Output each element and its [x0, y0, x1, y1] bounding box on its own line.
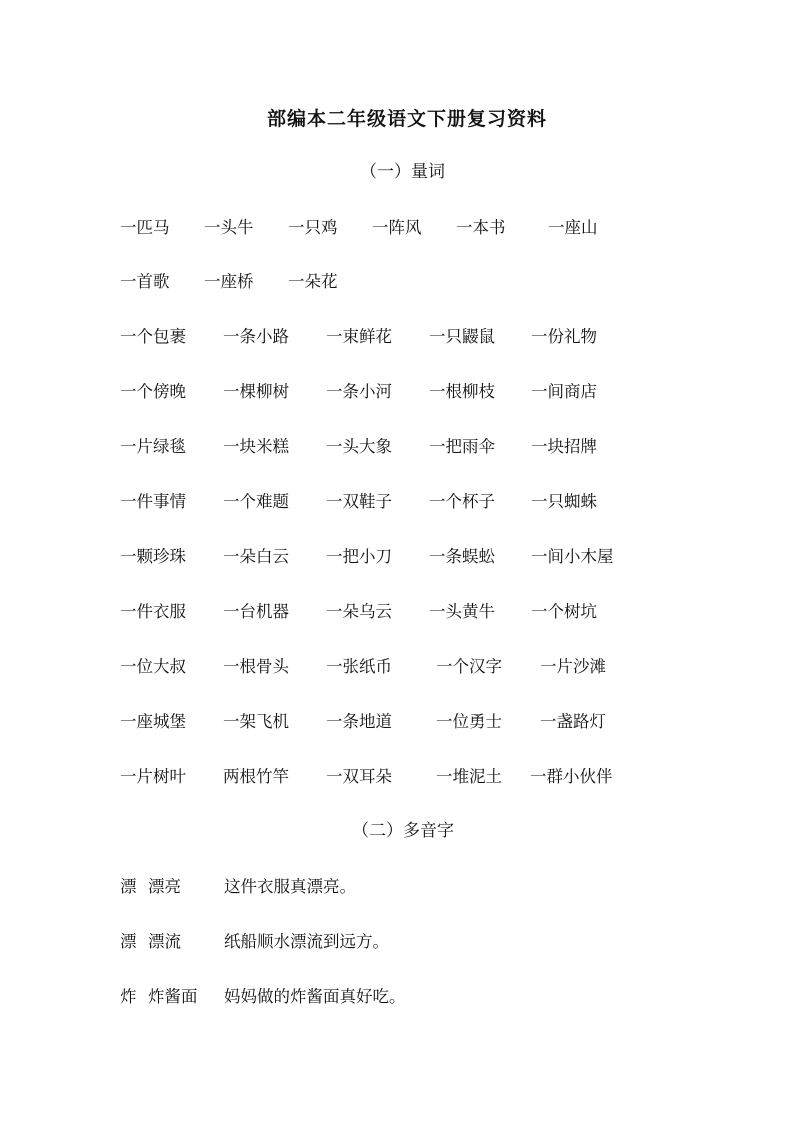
polyphonic-word: 漂流	[148, 932, 181, 951]
measure-word: 一块招牌	[531, 437, 597, 456]
measure-word: 一位勇士	[436, 712, 502, 731]
measure-word: 一朵乌云	[326, 602, 392, 621]
measure-word: 一盏路灯	[540, 712, 606, 731]
measure-word: 一群小伙伴	[530, 767, 613, 786]
measure-word: 一朵白云	[223, 547, 289, 566]
measure-word: 一架飞机	[223, 712, 289, 731]
measure-word: 一头大象	[326, 437, 392, 456]
measure-word: 一片树叶	[120, 767, 186, 786]
measure-word: 一双耳朵	[326, 767, 392, 786]
measure-word: 一件事情	[120, 492, 186, 511]
section-heading-measure-words: （一）量词	[360, 162, 445, 182]
measure-word: 一条蜈蚣	[429, 547, 495, 566]
measure-word: 一双鞋子	[326, 492, 392, 511]
measure-word: 一朵花	[288, 272, 338, 291]
measure-word: 一个树坑	[531, 602, 597, 621]
polyphonic-word: 炸酱面	[148, 987, 198, 1006]
measure-word: 一只鸡	[288, 218, 338, 237]
polyphonic-word: 漂亮	[148, 877, 181, 896]
measure-word: 一个汉字	[436, 657, 502, 676]
measure-word: 一座城堡	[120, 712, 186, 731]
measure-word: 一根柳枝	[429, 382, 495, 401]
measure-word: 一只蜘蛛	[531, 492, 597, 511]
measure-word: 一个难题	[223, 492, 289, 511]
measure-word: 一片绿毯	[120, 437, 186, 456]
example-sentence: 这件衣服真漂亮。	[224, 877, 356, 896]
measure-word: 一阵风	[372, 218, 422, 237]
section-heading-polyphonic-characters: （二）多音字	[352, 821, 454, 841]
measure-word: 一片沙滩	[540, 657, 606, 676]
measure-word: 一座桥	[204, 272, 254, 291]
measure-word: 一张纸币	[326, 657, 392, 676]
measure-word: 一个杯子	[429, 492, 495, 511]
measure-word: 一颗珍珠	[120, 547, 186, 566]
measure-word: 一头牛	[204, 218, 254, 237]
measure-word: 一棵柳树	[223, 382, 289, 401]
measure-word: 一间小木屋	[531, 547, 614, 566]
measure-word: 一条地道	[326, 712, 392, 731]
measure-word: 一堆泥土	[436, 767, 502, 786]
example-sentence: 妈妈做的炸酱面真好吃。	[224, 987, 406, 1006]
measure-word: 一束鲜花	[326, 327, 392, 346]
polyphonic-char: 漂	[120, 877, 137, 896]
measure-word: 一本书	[456, 218, 506, 237]
measure-word: 一个包裹	[120, 327, 186, 346]
example-sentence: 纸船顺水漂流到远方。	[224, 932, 389, 951]
measure-word: 一块米糕	[223, 437, 289, 456]
measure-word: 一根骨头	[223, 657, 289, 676]
measure-word: 一个傍晚	[120, 382, 186, 401]
measure-word: 一间商店	[531, 382, 597, 401]
polyphonic-char: 炸	[120, 987, 137, 1006]
measure-word: 一匹马	[120, 218, 170, 237]
measure-word: 一条小河	[326, 382, 392, 401]
measure-word: 一首歌	[120, 272, 170, 291]
measure-word: 两根竹竿	[223, 767, 289, 786]
measure-word: 一把小刀	[326, 547, 392, 566]
polyphonic-char: 漂	[120, 932, 137, 951]
measure-word: 一件衣服	[120, 602, 186, 621]
measure-word: 一台机器	[223, 602, 289, 621]
document-title: 部编本二年级语文下册复习资料	[266, 108, 547, 130]
measure-word: 一条小路	[223, 327, 289, 346]
measure-word: 一座山	[548, 218, 598, 237]
measure-word: 一份礼物	[531, 327, 597, 346]
measure-word: 一位大叔	[120, 657, 186, 676]
measure-word: 一头黄牛	[429, 602, 495, 621]
measure-word: 一只鼹鼠	[429, 327, 495, 346]
measure-word: 一把雨伞	[429, 437, 495, 456]
